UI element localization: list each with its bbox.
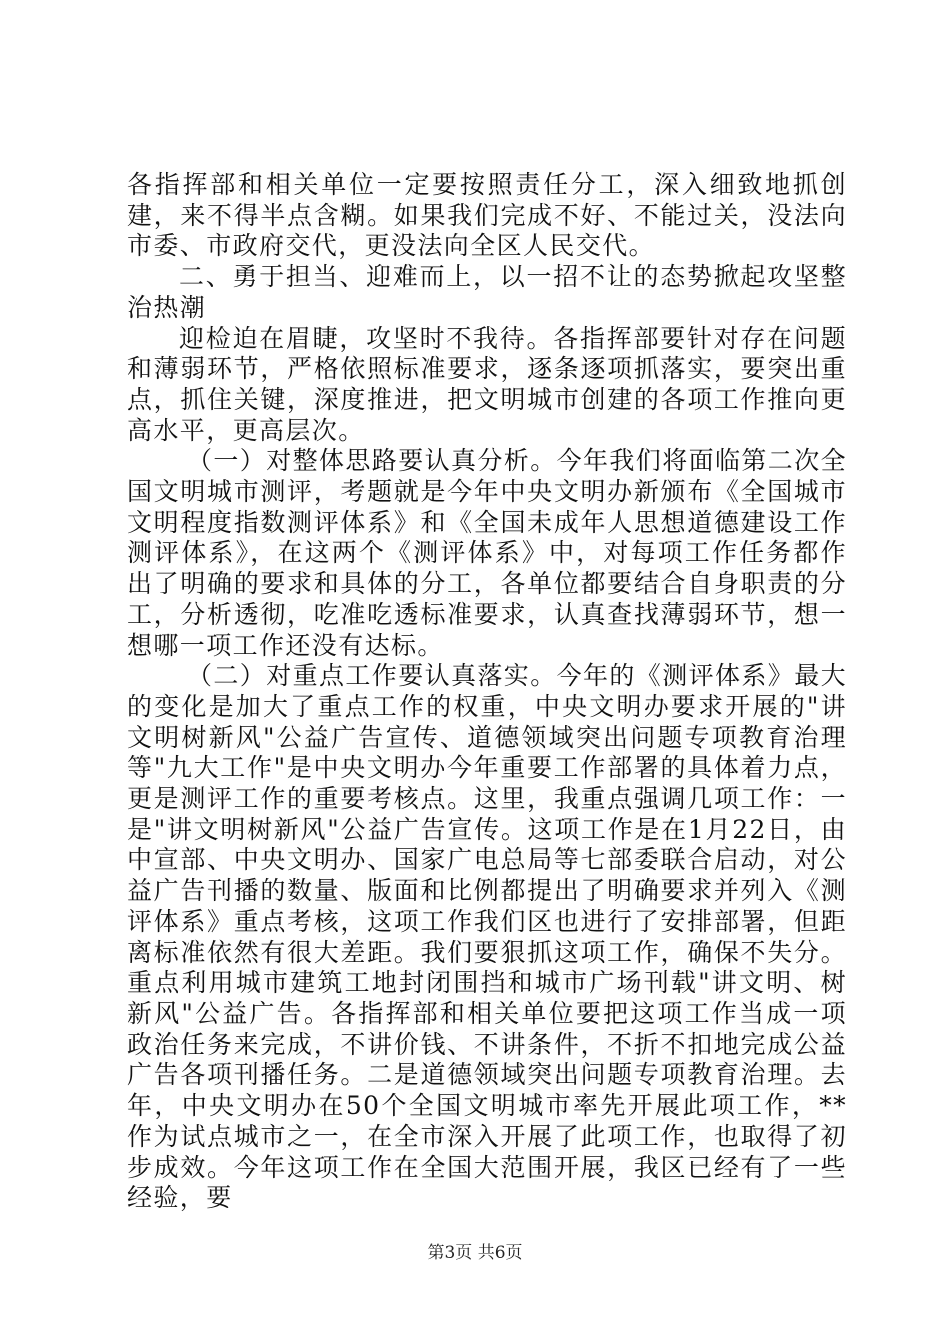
- paragraph-item-2: （二）对重点工作要认真落实。今年的《测评体系》最大的变化是加大了重点工作的权重，中央文明办要求开展的"讲文明树新风"公益广告宣传、道德领域突出问题专项教育治理等"九大工作"是中央文明办今年重要工作部署的具体着力点，更是测评工作的重要考核点。这里，我重点强调几项工作：一是"讲文明树新风"公益广告宣传。这项工作是在1月22日，由中宣部、中央文明办、国家广电总局等七部委联合启动，对公益广告刊播的数量、版面和比例都提出了明确要求并列入《测评体系》重点考核，这项工作我们区也进行了安排部署，但距离标准依然有很大差距。我们要狠抓这项工作，确保不失分。重点利用城市建筑工地封闭围挡和城市广场刊载"讲文明、树新风"公益广告。各指挥部和相关单位要把这项工作当成一项政治任务来完成，不讲价钱、不讲条件，不折不扣地完成公益广告各项刊播任务。二是道德领域突出问题专项教育治理。去年，中央文明办在50个全国文明城市率先开展此项工作，**作为试点城市之一，在全市深入开展了此项工作，也取得了初步成效。今年这项工作在全国大范围开展，我区已经有了一些经验，要: [127, 661, 848, 1213]
- section-heading-2: 二、勇于担当、迎难而上，以一招不让的态势掀起攻坚整治热潮: [127, 262, 847, 322]
- document-body: [127, 170, 847, 1214]
- paragraph-item-1: （一）对整体思路要认真分析。今年我们将面临第二次全国文明城市测评，考题就是今年中央文明办新颁布《全国城市文明程度指数测评体系》和《全国未成年人思想道德建设工作测评体系》，在这两个《测评体系》中，对每项工作任务都作出了明确的要求和具体的分工，各单位都要结合自身职责的分工，分析透彻，吃准吃透标准要求，认真查找薄弱环节，想一想哪一项工作还没有达标。: [127, 446, 848, 660]
- paragraph-intro: 迎检迫在眉睫，攻坚时不我待。各指挥部要针对存在问题和薄弱环节，严格依照标准要求，逐条逐项抓落实，要突出重点，抓住关键，深度推进，把文明城市创建的各项工作推向更高水平，更高层次。: [127, 323, 847, 445]
- page-footer: 第3页 共6页: [427, 1243, 523, 1263]
- paragraph-continuation: 各指挥部和相关单位一定要按照责任分工，深入细致地抓创建，来不得半点含糊。如果我们完成不好、不能过关，没法向市委、市政府交代，更没法向全区人民交代。: [127, 170, 847, 261]
